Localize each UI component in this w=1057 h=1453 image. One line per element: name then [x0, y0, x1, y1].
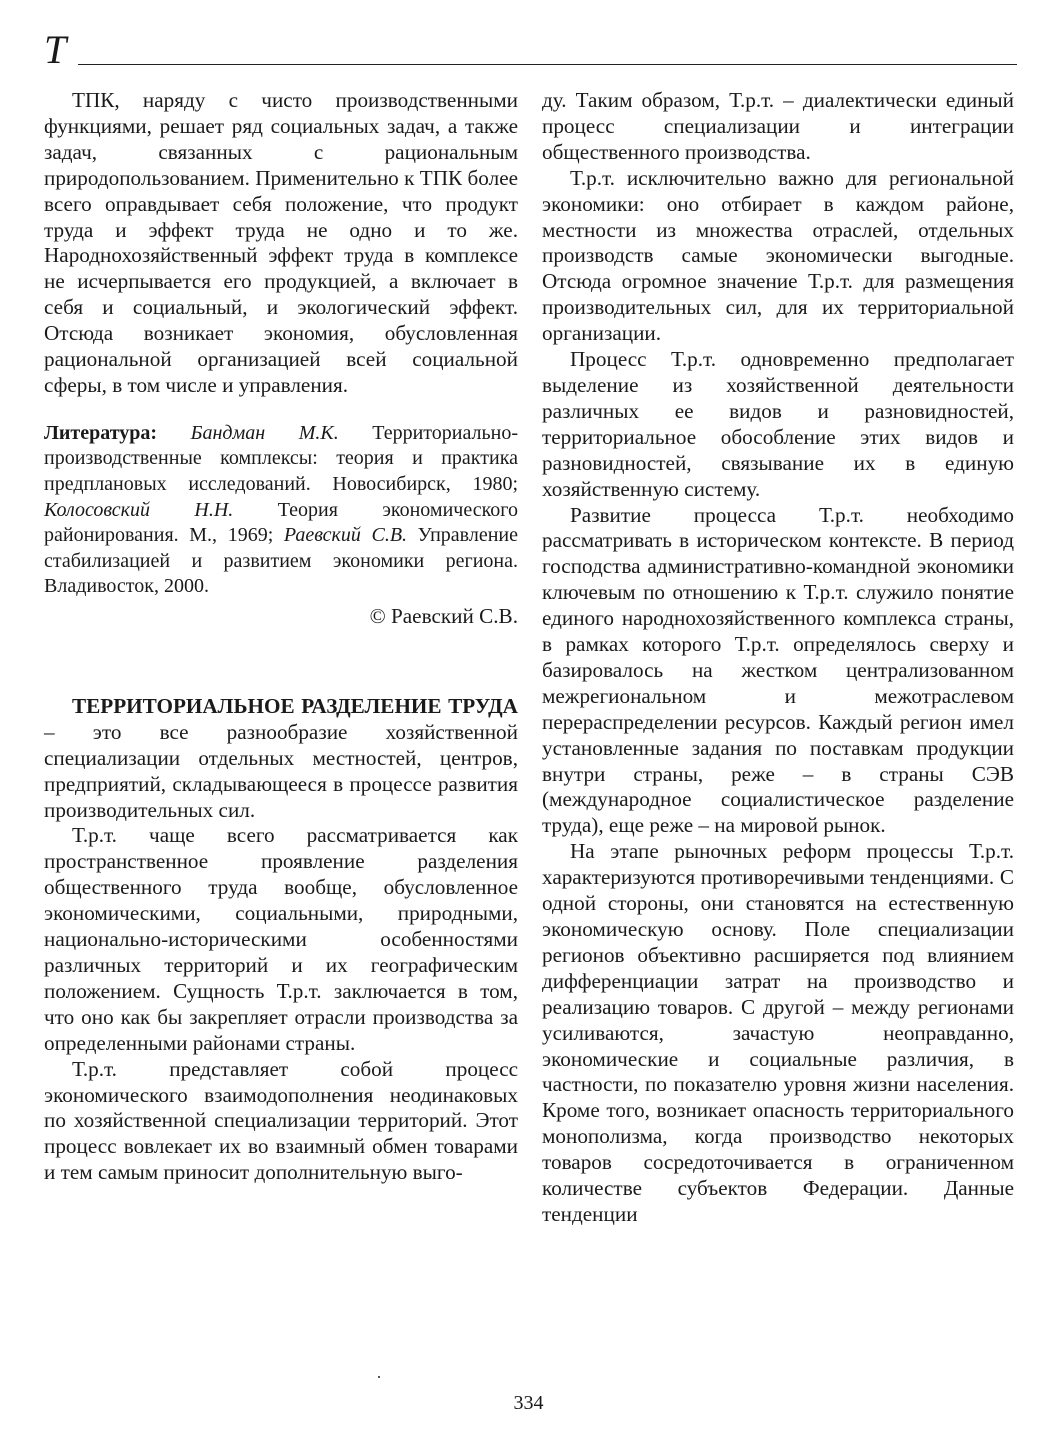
paragraph: Процесс Т.р.т. одновременно предполагает выделение из хозяйственной деятельности различных ее видов и разновидностей, территориальное обособление этих видов и разновидностей, связывание их в единую хозяйственную систему.	[542, 347, 1014, 501]
page-number: 334	[513, 1392, 544, 1414]
right-column	[542, 88, 1014, 1228]
paragraph: Т.р.т. исключительно важно для региональной экономики: оно отбирает в каждом районе, местности из множества отраслей, отдельных производств самые экономически выгодные. Отсюда огромное значение Т.р.т. для размещения производительных сил, для их территориальной организации.	[542, 165, 1014, 346]
literature-author: Колосовский Н.Н.	[44, 498, 234, 521]
entry-heading-paragraph	[44, 694, 518, 824]
literature-author: Раевский С.В.	[283, 524, 408, 547]
literature-author: Бандман М.К.	[190, 421, 339, 444]
header-rule	[78, 64, 1017, 65]
paragraph: Т.р.т. чаще всего рассматривается как пространственное проявление разделения общественного труда вообще, обусловленное экономическими, социальными, природными, национально-историческими особенностями различных территорий и их географическим положением. Сущность Т.р.т. заключается в том, что оно как бы закрепляет отрасли производства за определенными районами страны.	[44, 823, 518, 1055]
literature-label: Литература:	[44, 421, 158, 444]
left-column	[44, 88, 518, 1186]
paragraph: Т.р.т. представляет собой процесс экономического взаимодополнения неодинаковых по хозяйственной специализации территорий. Этот процесс вовлекает их во взаимный обмен товарами и тем самым приносит дополнительную выго-	[44, 1056, 518, 1185]
paragraph: Развитие процесса Т.р.т. необходимо рассматривать в историческом контексте. В период господства административно-командной экономики ключевым по отношению к Т.р.т. служило понятие единого народнохозяйственного комплекса страны, в рамках которого Т.р.т. определялось сверху и базировалось на жестком централизованном межрегиональном и межотраслевом перераспределении ресурсов. Каждый регион имел установленные задания по поставкам продукции внутри страны, реже – в страны СЭВ (международное социалистическое разделение труда), еще реже – на мировой рынок.	[542, 502, 1014, 838]
scan-speck	[378, 1376, 380, 1378]
entry-definition: – это все разнообразие хозяйственной специализации отдельных местностей, центров, предприятий, складывающееся в процессе развития производительных сил.	[44, 719, 518, 822]
section-letter: Т	[44, 27, 67, 72]
paragraph: ТПК, наряду с чисто производственными функциями, решает ряд социальных задач, а также задач, связанных с рациональным природопользованием. Применительно к ТПК более всего оправдывает себя положение, что продукт труда и эффект труда не одно и то же. Народнохозяйственный эффект труда в комплексе не исчерпывается его продукцией, а включает в себя и социальный, и экологический эффект. Отсюда возникает экономия, обусловленная рациональной организацией всей социальной сферы, в том числе и управления.	[44, 88, 518, 397]
copyright: © Раевский С.В.	[369, 604, 518, 629]
literature-work: Территориально-производственные комплексы: теория и практика предплановых исследований. Новосибирск, 1980;	[44, 421, 519, 496]
literature-work: Управление стабилизацией и развитием экономики региона. Владивосток, 2000.	[44, 524, 518, 598]
literature-work: Теория экономического районирования. М., 1969;	[44, 498, 518, 547]
entry-title: ТЕРРИТОРИАЛЬНОЕ РАЗДЕЛЕНИЕ ТРУДА	[72, 693, 518, 718]
paragraph: На этапе рыночных реформ процессы Т.р.т. характеризуются противоречивыми тенденциями. С одной стороны, они становятся на естественную экономическую основу. Поле специализации регионов объективно расширяется под влиянием дифференциации затрат на производство и реализацию товаров. С другой – между регионами усиливаются, зачастую неоправданно, экономические и социальные различия, в частности, по показателю уровня жизни населения. Кроме того, возникает опасность территориального монополизма, когда производство некоторых товаров сосредоточивается в ограниченном количестве субъектов Федерации. Данные тенденции	[542, 839, 1014, 1226]
literature-block	[44, 421, 518, 600]
paragraph: ду. Таким образом, Т.р.т. – диалектически единый процесс специализации и интеграции общественного производства.	[542, 88, 1014, 164]
